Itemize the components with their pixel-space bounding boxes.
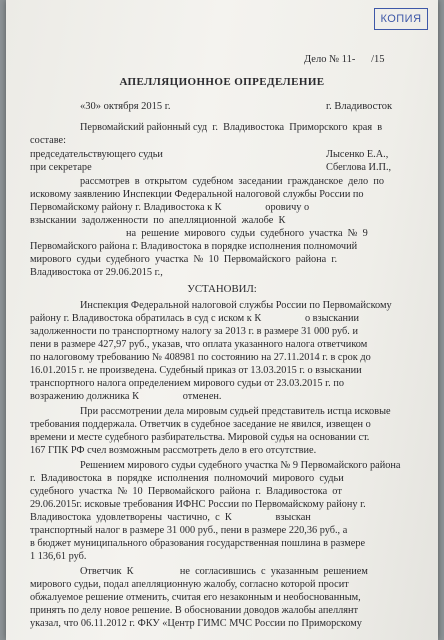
intro-line: на решение мирового судьи судебного участка № 9: [126, 228, 368, 239]
intro-line: исковому заявлению Инспекции Федеральной налоговой службы России по: [30, 189, 364, 200]
body-line: судебного участка № 10 Первомайского района г. Владивостока от: [30, 486, 342, 497]
body-line: При рассмотрении дела мировым судьей представитель истца исковые: [80, 406, 391, 417]
body-line: Ответчик К не согласившись с указанным решением: [80, 566, 368, 577]
body-line: Решением мирового судьи судебного участка № 9 Первомайского района: [80, 460, 401, 471]
intro-line: Первомайского района г. Владивостока в порядке исполнения полномочий: [30, 241, 358, 252]
secretary-name: Сбеглова И.П.,: [326, 162, 392, 173]
body-line: Владивостока удовлетворены частично, с К взыскан: [30, 512, 311, 523]
intro-line: Владивостока от 29.06.2015 г.,: [30, 267, 163, 278]
body-line: транспортный налог в размере 31 000 руб., пени в размере 220,36 руб., а: [30, 525, 348, 536]
document-title: АПЕЛЛЯЦИОННОЕ ОПРЕДЕЛЕНИЕ: [119, 76, 325, 88]
intro-line: составе:: [30, 135, 66, 146]
body-line: возражению должника К отменен.: [30, 391, 222, 402]
body-line: обжалуемое решение отменить, считая его незаконным и необоснованным,: [30, 592, 361, 603]
body-line: 1 136,61 руб.: [30, 551, 87, 562]
document-date: «30» октября 2015 г.: [80, 101, 171, 112]
case-number: Дело № 11- /15: [304, 54, 385, 65]
intro-line: рассмотрев в открытом судебном заседании гражданское дело по: [80, 176, 385, 187]
judge-name: Лысенко Е.А.,: [326, 149, 389, 160]
document-city: г. Владивосток: [326, 101, 393, 112]
body-line: указал, что 06.11.2012 г. ФКУ «Центр ГИМС МЧС России по Приморскому: [30, 618, 362, 629]
body-line: по налоговому требованию № 408981 по состоянию на 27.11.2014 г. в срок до: [30, 352, 371, 363]
body-line: в бюджет муниципального образования государственная пошлина в размере: [30, 538, 366, 549]
document-page: [6, 0, 438, 640]
body-line: транспортного налога определением мирового судьи от 23.03.2015 г. по: [30, 378, 344, 389]
copy-stamp: КОПИЯ: [374, 8, 428, 30]
body-line: принять по делу новое решение. В обосновании доводов жалобы апеллянт: [30, 605, 358, 616]
body-line: г. Владивостока в порядке исполнения полномочий мирового судьи: [30, 473, 344, 484]
intro-line: председательствующего судьи: [30, 149, 163, 160]
body-line: 167 ГПК РФ счел возможным рассмотреть дело в его отсутствие.: [30, 445, 317, 456]
body-line: 29.06.2015г. исковые требования ИФНС России по Первомайскому району г.: [30, 499, 366, 510]
body-line: времени и месте судебного разбирательства. Мировой судья на основании ст.: [30, 432, 370, 443]
body-line: требования поддержала. Ответчик в судебное заседание не явился, извещен о: [30, 419, 371, 430]
intro-line: Первомайский районный суд г. Владивостока Приморского края в: [80, 122, 383, 133]
section-heading: УСТАНОВИЛ:: [187, 283, 257, 295]
body-line: Инспекция Федеральной налоговой службы России по Первомайскому: [80, 300, 392, 311]
intro-line: Первомайскому району г. Владивостока к К оровичу о: [30, 202, 310, 213]
body-line: району г. Владивостока обратилась в суд с иском к К о взыскании: [30, 313, 360, 324]
intro-line: взыскании задолженности по апелляционной жалобе К: [30, 215, 286, 226]
body-line: задолженности по транспортному налогу за 2013 г. в размере 31 000 руб. и: [30, 326, 358, 337]
intro-line: мирового судьи судебного участка № 10 Первомайского района г.: [30, 254, 338, 265]
body-line: 16.01.2015 г. не произведена. Судебный приказ от 13.03.2015 г. о взыскании: [30, 365, 362, 376]
body-line: пени в размере 427,97 руб., указав, что оплата указанного налога ответчиком: [30, 339, 368, 350]
intro-line: при секретаре: [30, 162, 92, 173]
body-line: мирового судьи, подал апелляционную жалобу, согласно которой просит: [30, 579, 349, 590]
